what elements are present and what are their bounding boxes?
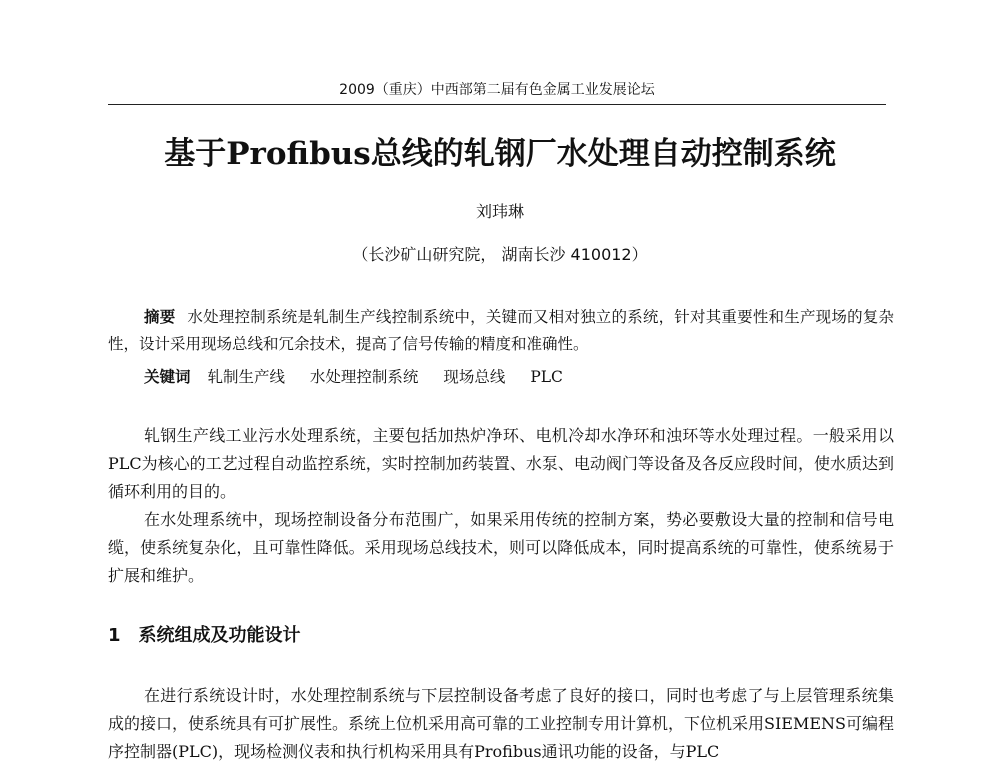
abstract-text: 水处理控制系统是轧制生产线控制系统中，关键而又相对独立的系统，针对其重要性和生产现场的复杂性，设计采用现场总线和冗余技术，提高了信号传输的精度和准确性。 <box>108 308 894 353</box>
keyword: PLC <box>530 368 563 386</box>
body-paragraph: 在进行系统设计时，水处理控制系统与下层控制设备考虑了良好的接口，同时也考虑了与上层管理系统集成的接口，使系统具有可扩展性。系统上位机采用高可靠的工业控制专用计算机，下位机采用SIEMENS可编程序控制器(PLC)，现场检测仪表和执行机构采用具有Profibus通讯功能的设备，与PLC <box>108 686 894 761</box>
running-header: 2009（重庆）中西部第二届有色金属工业发展论坛 <box>339 82 655 98</box>
keywords <box>144 363 894 391</box>
author-name: 刘玮琳 <box>475 202 524 221</box>
keyword: 现场总线 <box>443 368 506 386</box>
paper-title: 基于Profibus总线的轧钢厂水处理自动控制系统 <box>164 136 836 172</box>
body-paragraph: 轧钢生产线工业污水处理系统，主要包括加热炉净环、电机冷却水净环和浊环等水处理过程。一般采用以PLC为核心的工艺过程自动监控系统，实时控制加药装置、水泵、电动阀门等设备及各反应段时间，使水质达到循环利用的目的。 <box>108 426 894 501</box>
keywords-label: 关键词 <box>144 367 191 386</box>
header-rule <box>108 104 886 105</box>
abstract <box>108 303 894 358</box>
section-number: 1 <box>108 625 121 646</box>
abstract-label: 摘要 <box>144 307 176 326</box>
section-title: 系统组成及功能设计 <box>138 625 301 646</box>
section-heading <box>108 622 808 650</box>
body-paragraph: 在水处理系统中，现场控制设备分布范围广，如果采用传统的控制方案，势必要敷设大量的控制和信号电缆，使系统复杂化，且可靠性降低。采用现场总线技术，则可以降低成本，同时提高系统的可靠性，使系统易于扩展和维护。 <box>108 510 894 585</box>
author-affiliation: （长沙矿山研究院， 湖南长沙 410012） <box>352 245 648 264</box>
keyword: 轧制生产线 <box>207 368 285 386</box>
keyword: 水处理控制系统 <box>309 368 419 386</box>
